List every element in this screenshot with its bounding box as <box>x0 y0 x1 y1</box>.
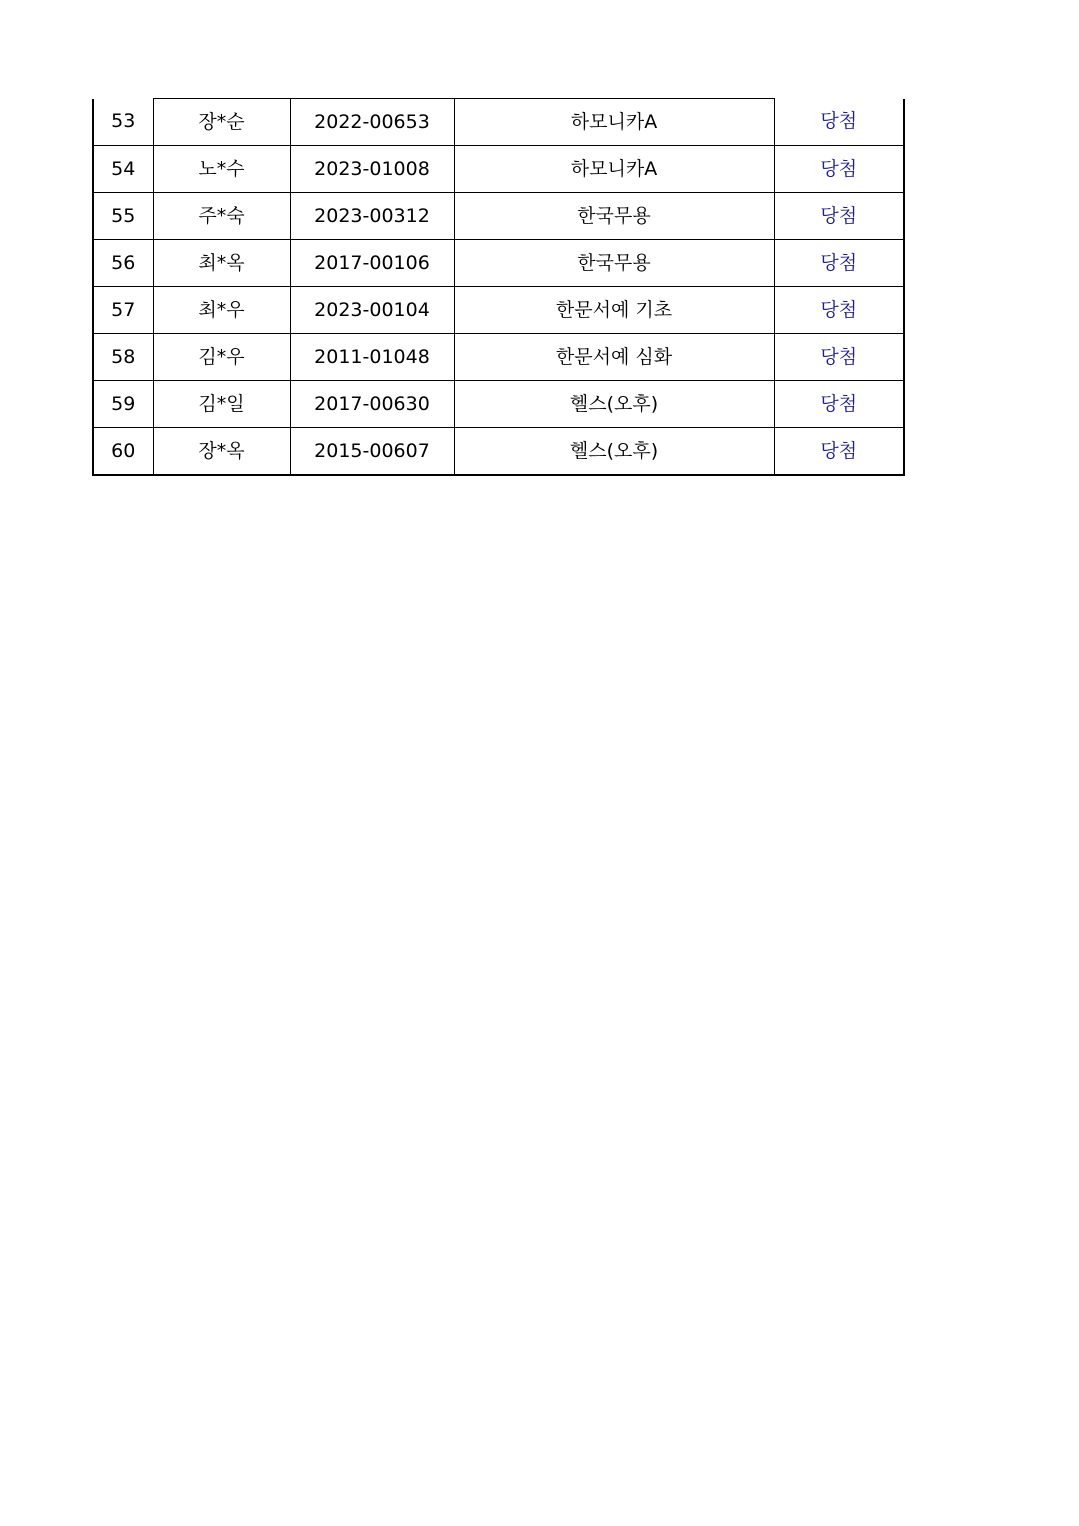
member-id: 2011-01048 <box>290 334 454 381</box>
member-id: 2023-00104 <box>290 287 454 334</box>
lottery-result: 당첨 <box>774 146 904 193</box>
applicant-name: 최*옥 <box>153 240 290 287</box>
course-name: 한문서예 심화 <box>454 334 774 381</box>
course-name: 하모니카A <box>454 99 774 146</box>
course-name: 한국무용 <box>454 193 774 240</box>
lottery-result: 당첨 <box>774 287 904 334</box>
row-number: 55 <box>93 193 153 240</box>
member-id: 2023-01008 <box>290 146 454 193</box>
row-number: 58 <box>93 334 153 381</box>
row-number: 56 <box>93 240 153 287</box>
lottery-result: 당첨 <box>774 381 904 428</box>
table-row <box>93 99 904 146</box>
lottery-result: 당첨 <box>774 428 904 476</box>
table-row <box>93 428 904 476</box>
table-row <box>93 240 904 287</box>
table-row <box>93 287 904 334</box>
member-id: 2022-00653 <box>290 99 454 146</box>
table-row <box>93 193 904 240</box>
table-row <box>93 146 904 193</box>
row-number: 57 <box>93 287 153 334</box>
member-id: 2017-00106 <box>290 240 454 287</box>
member-id: 2015-00607 <box>290 428 454 476</box>
course-name: 헬스(오후) <box>454 381 774 428</box>
applicant-name: 장*순 <box>153 99 290 146</box>
row-number: 59 <box>93 381 153 428</box>
row-number: 53 <box>93 99 153 146</box>
course-name: 하모니카A <box>454 146 774 193</box>
lottery-result: 당첨 <box>774 334 904 381</box>
applicant-name: 김*일 <box>153 381 290 428</box>
row-number: 54 <box>93 146 153 193</box>
applicant-name: 노*수 <box>153 146 290 193</box>
table-row <box>93 381 904 428</box>
results-table <box>92 98 905 476</box>
lottery-result: 당첨 <box>774 193 904 240</box>
lottery-result: 당첨 <box>774 240 904 287</box>
table-row <box>93 334 904 381</box>
results-sheet <box>92 98 903 476</box>
applicant-name: 주*숙 <box>153 193 290 240</box>
row-number: 60 <box>93 428 153 476</box>
member-id: 2023-00312 <box>290 193 454 240</box>
applicant-name: 최*우 <box>153 287 290 334</box>
course-name: 헬스(오후) <box>454 428 774 476</box>
applicant-name: 장*옥 <box>153 428 290 476</box>
course-name: 한국무용 <box>454 240 774 287</box>
applicant-name: 김*우 <box>153 334 290 381</box>
lottery-result: 당첨 <box>774 99 904 146</box>
course-name: 한문서예 기초 <box>454 287 774 334</box>
member-id: 2017-00630 <box>290 381 454 428</box>
